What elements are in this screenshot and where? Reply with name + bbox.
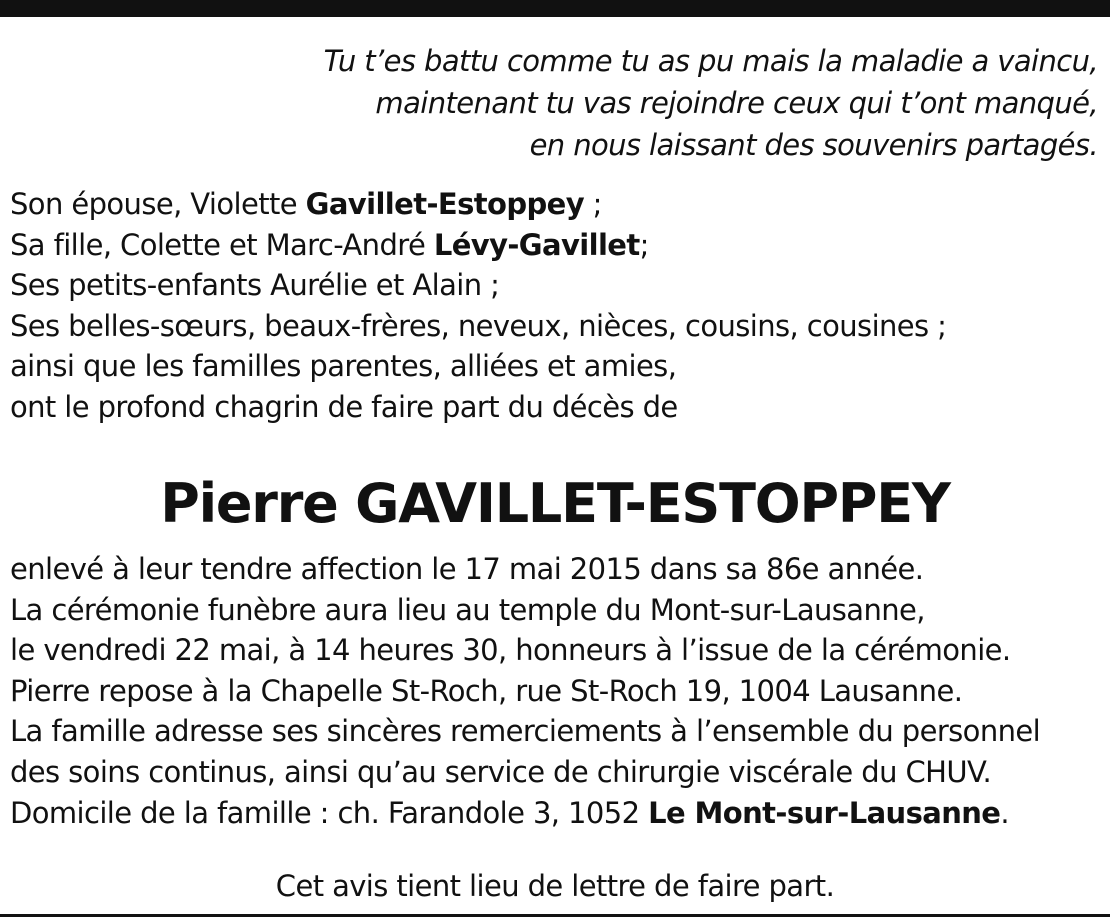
family-line-daughter: Sa fille, Colette et Marc-André Lévy-Gavillet; (10, 227, 649, 262)
details-line-death: enlevé à leur tendre affection le 17 mai 2015 dans sa 86e année. (10, 552, 924, 586)
details-line-chapel: Pierre repose à la Chapelle St-Roch, rue St-Roch 19, 1004 Lausanne. (10, 673, 963, 708)
details-line-thanks: La famille adresse ses sincères remerciements à l’ensemble du personnel (10, 714, 1041, 749)
family-line-relatives: Ses belles-sœurs, beaux-frères, neveux, nièces, cousins, cousines ; (10, 308, 947, 343)
spouse-surname: Gavillet-Estoppey (305, 187, 585, 221)
epigraph-line: Tu t’es battu comme tu as pu mais la maladie a vaincu, (323, 44, 1098, 78)
epigraph (324, 40, 1098, 166)
details-line-address: Domicile de la famille : ch. Farandole 3, 1052 Le Mont-sur-Lausanne. (10, 795, 1010, 830)
family-line-announcement: ont le profond chagrin de faire part du décès de (10, 389, 678, 424)
bottom-rule (0, 914, 1110, 917)
top-rule (0, 0, 1110, 17)
details-line-thanks-cont: des soins continus, ainsi qu’au service de chirurgie viscérale du CHUV. (10, 754, 992, 789)
epigraph-line: maintenant tu vas rejoindre ceux qui t’ont manqué, (375, 86, 1098, 120)
family-line-grandchildren: Ses petits-enfants Aurélie et Alain ; (10, 268, 500, 303)
family-list (10, 184, 946, 428)
family-line-spouse: Son épouse, Violette Gavillet-Estoppey ; (10, 187, 602, 221)
family-line-families: ainsi que les familles parentes, alliées et amies, (10, 349, 677, 384)
footnote: Cet avis tient lieu de lettre de faire part. (275, 869, 835, 903)
details-line-ceremony: La cérémonie funèbre aura lieu au temple du Mont-sur-Lausanne, (10, 592, 925, 627)
deceased-name: Pierre GAVILLET-ESTOPPEY (160, 472, 950, 535)
details (10, 549, 1040, 833)
details-line-date: le vendredi 22 mai, à 14 heures 30, honneurs à l’issue de la cérémonie. (10, 633, 1011, 668)
epigraph-line: en nous laissant des souvenirs partagés. (529, 128, 1098, 162)
address-town: Le Mont-sur-Lausanne (648, 795, 1001, 830)
daughter-surname: Lévy-Gavillet (433, 227, 640, 262)
